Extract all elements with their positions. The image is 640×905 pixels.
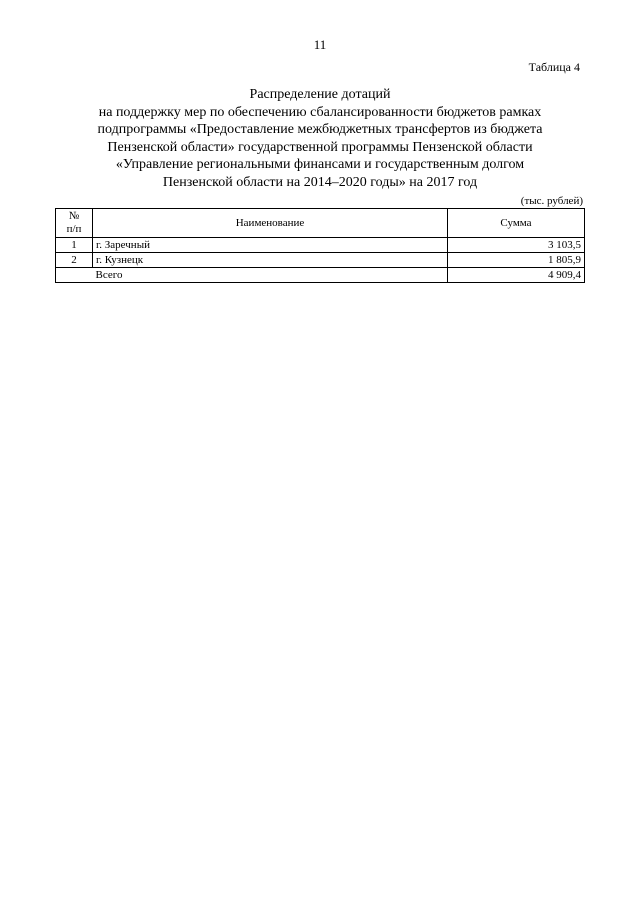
table-row bbox=[56, 253, 585, 268]
page-number: 11 bbox=[313, 37, 327, 52]
row-number: 2 bbox=[56, 253, 93, 268]
table-row bbox=[56, 238, 585, 253]
header-number-line1: № bbox=[68, 210, 80, 222]
title-line: Пензенской области» государственной программы Пензенской области bbox=[107, 139, 533, 155]
row-number: 1 bbox=[56, 238, 93, 253]
title-line: подпрограммы «Предоставление межбюджетных трансфертов из бюджета bbox=[97, 122, 543, 137]
header-name: Наименование bbox=[93, 209, 448, 238]
total-sum: 4 909,4 bbox=[448, 268, 585, 283]
document-title bbox=[40, 86, 600, 191]
units-label: (тыс. рублей) bbox=[520, 195, 583, 207]
table-total-row bbox=[56, 268, 585, 283]
total-label: Всего bbox=[93, 268, 448, 283]
table-header-row bbox=[56, 209, 585, 238]
header-number bbox=[56, 209, 93, 238]
row-name: г. Кузнецк bbox=[93, 253, 448, 268]
row-sum: 3 103,5 bbox=[448, 238, 585, 253]
table-label: Таблица 4 bbox=[528, 60, 580, 74]
header-number-line2: п/п bbox=[66, 223, 82, 235]
title-line: Распределение дотаций bbox=[249, 87, 391, 102]
subsidy-table bbox=[55, 208, 585, 283]
row-name: г. Заречный bbox=[93, 238, 448, 253]
title-line: «Управление региональными финансами и государственным долгом bbox=[115, 157, 525, 172]
total-number-cell bbox=[56, 268, 93, 283]
header-sum: Сумма bbox=[448, 209, 585, 238]
row-sum: 1 805,9 bbox=[448, 253, 585, 268]
title-line: Пензенской области на 2014–2020 годы» на 2017 год bbox=[162, 174, 478, 190]
title-line: на поддержку мер по обеспечению сбалансированности бюджетов рамках bbox=[98, 104, 542, 120]
